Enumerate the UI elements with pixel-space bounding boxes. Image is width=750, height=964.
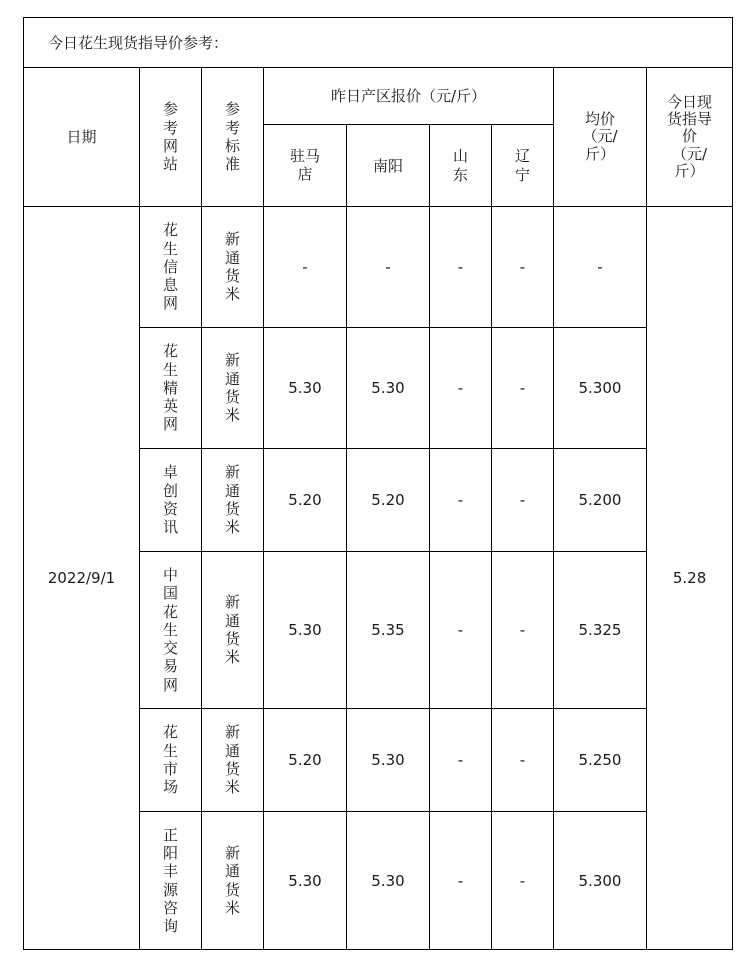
site-label: 花生市场 — [162, 723, 178, 797]
liaoning-price: - — [492, 552, 554, 709]
region-zhumadian-label: 驻马店 — [289, 147, 320, 183]
liaoning-price: - — [492, 328, 554, 449]
shandong-price: - — [430, 552, 492, 709]
avg-price: 5.325 — [554, 552, 647, 709]
zhumadian-price: 5.30 — [264, 812, 347, 950]
site-label: 中国花生交易网 — [162, 565, 178, 694]
shandong-price: - — [430, 449, 492, 552]
nanyang-price: - — [347, 207, 430, 328]
standard-label: 新通货米 — [224, 843, 240, 917]
liaoning-price: - — [492, 709, 554, 812]
liaoning-price: - — [492, 207, 554, 328]
site-label: 卓创资讯 — [162, 463, 178, 537]
header-standard — [202, 68, 264, 207]
site-cell — [140, 709, 202, 812]
standard-label: 新通货米 — [224, 351, 240, 425]
standard-cell — [202, 207, 264, 328]
site-cell — [140, 812, 202, 950]
zhumadian-price: 5.20 — [264, 709, 347, 812]
shandong-price: - — [430, 328, 492, 449]
avg-price: 5.300 — [554, 812, 647, 950]
nanyang-price: 5.30 — [347, 709, 430, 812]
standard-cell — [202, 812, 264, 950]
standard-cell — [202, 709, 264, 812]
site-label: 花生精英网 — [162, 342, 178, 434]
shandong-price: - — [430, 812, 492, 950]
shandong-price: - — [430, 709, 492, 812]
header-site-label: 参考网站 — [162, 100, 178, 174]
site-cell — [140, 552, 202, 709]
table-title: 今日花生现货指导价参考： — [24, 18, 733, 68]
nanyang-price: 5.30 — [347, 812, 430, 950]
avg-price: 5.200 — [554, 449, 647, 552]
header-region-nanyang: 南阳 — [347, 125, 430, 207]
header-date — [24, 68, 140, 207]
nanyang-price: 5.30 — [347, 328, 430, 449]
header-region-zhumadian — [264, 125, 347, 207]
standard-label: 新通货米 — [224, 593, 240, 667]
avg-price: - — [554, 207, 647, 328]
site-label: 正阳丰源咨询 — [162, 825, 178, 936]
standard-cell — [202, 328, 264, 449]
header-date-label: 日期 — [66, 128, 97, 146]
header-region-shandong — [430, 125, 492, 207]
header-region-liaoning — [492, 125, 554, 207]
zhumadian-price: 5.20 — [264, 449, 347, 552]
header-avg-price-label: 均价（元/斤） — [582, 110, 618, 163]
today-price-cell: 5.28 — [647, 207, 733, 950]
standard-label: 新通货米 — [224, 723, 240, 797]
site-cell — [140, 328, 202, 449]
standard-label: 新通货米 — [224, 230, 240, 304]
header-site — [140, 68, 202, 207]
liaoning-price: - — [492, 812, 554, 950]
header-today-price-label: 今日现货指导价（元/斤） — [667, 92, 713, 180]
table-row — [24, 207, 733, 328]
region-liaoning-label: 辽宁 — [514, 147, 530, 184]
price-table — [23, 17, 733, 950]
region-shandong-label: 山东 — [452, 147, 468, 184]
nanyang-price: 5.35 — [347, 552, 430, 709]
shandong-price: - — [430, 207, 492, 328]
site-label: 花生信息网 — [162, 221, 178, 313]
header-standard-label: 参考标准 — [224, 100, 240, 174]
standard-cell — [202, 449, 264, 552]
title-row — [24, 18, 733, 68]
header-yesterday-quote: 昨日产区报价（元/斤） — [264, 68, 554, 125]
liaoning-price: - — [492, 449, 554, 552]
standard-label: 新通货米 — [224, 463, 240, 537]
zhumadian-price: 5.30 — [264, 328, 347, 449]
site-cell — [140, 207, 202, 328]
header-today-price — [647, 68, 733, 207]
header-row-1 — [24, 68, 733, 125]
header-avg-price — [554, 68, 647, 207]
nanyang-price: 5.20 — [347, 449, 430, 552]
zhumadian-price: - — [264, 207, 347, 328]
zhumadian-price: 5.30 — [264, 552, 347, 709]
site-cell — [140, 449, 202, 552]
avg-price: 5.250 — [554, 709, 647, 812]
date-cell: 2022/9/1 — [24, 207, 140, 950]
avg-price: 5.300 — [554, 328, 647, 449]
standard-cell — [202, 552, 264, 709]
